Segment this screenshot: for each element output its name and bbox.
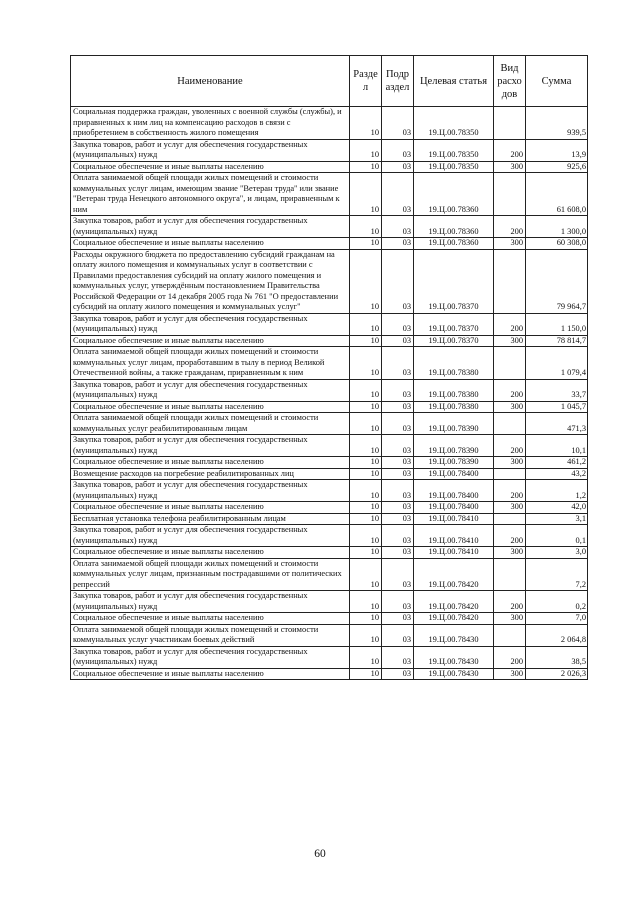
row-name: Оплата занимаемой общей площади жилых помещений и стоимости коммунальных услуг лицам, имеющим звание "Ветеран труда" или звание "Ветеран труда Ненецкого автономного округа", и лицам, приравненным к ним (71, 173, 350, 216)
row-name: Закупка товаров, работ и услуг для обеспечения государственных (муниципальных) нужд (71, 216, 350, 238)
row-name: Социальное обеспечение и иные выплаты населению (71, 161, 350, 173)
row-target-article: 19.Ц.00.78380 (414, 401, 494, 413)
row-target-article: 19.Ц.00.78360 (414, 216, 494, 238)
row-target-article: 19.Ц.00.78430 (414, 668, 494, 680)
row-section: 10 (350, 107, 382, 140)
row-amount: 43,2 (526, 468, 588, 480)
row-amount: 1,2 (526, 480, 588, 502)
row-subsection: 03 (382, 502, 414, 514)
table-row (71, 313, 588, 335)
table-row (71, 161, 588, 173)
header-name: Наименование (71, 56, 350, 107)
row-target-article: 19.Ц.00.78430 (414, 646, 494, 668)
row-subsection: 03 (382, 139, 414, 161)
row-target-article: 19.Ц.00.78430 (414, 624, 494, 646)
row-section: 10 (350, 161, 382, 173)
row-amount: 939,5 (526, 107, 588, 140)
table-row (71, 216, 588, 238)
row-subsection: 03 (382, 547, 414, 559)
header-section: Разде л (350, 56, 382, 107)
row-name: Закупка товаров, работ и услуг для обеспечения государственных (муниципальных) нужд (71, 379, 350, 401)
row-name: Оплата занимаемой общей площади жилых помещений и стоимости коммунальных услуг реабилитированным лицам (71, 413, 350, 435)
table-row (71, 435, 588, 457)
row-target-article: 19.Ц.00.78380 (414, 379, 494, 401)
row-amount: 78 814,7 (526, 335, 588, 347)
row-amount: 79 964,7 (526, 249, 588, 313)
row-target-article: 19.Ц.00.78410 (414, 525, 494, 547)
row-section: 10 (350, 347, 382, 380)
row-section: 10 (350, 502, 382, 514)
table-row (71, 525, 588, 547)
row-section: 10 (350, 624, 382, 646)
row-target-article: 19.Ц.00.78420 (414, 613, 494, 625)
row-section: 10 (350, 668, 382, 680)
row-section: 10 (350, 435, 382, 457)
row-name: Расходы окружного бюджета по предоставлению субсидий гражданам на оплату жилого помещения и коммунальных услуг в соответствии с Правилами предоставления субсидий на оплату жилого помещения и коммунальных услуг, утверждённым постановлением Правительства Российской Федерации от 14 декабря 2005 года № 761 "О предоставлении субсидий на оплату жилого помещения и коммунальных услуг" (71, 249, 350, 313)
row-target-article: 19.Ц.00.78370 (414, 335, 494, 347)
row-expense-type: 300 (494, 668, 526, 680)
row-subsection: 03 (382, 435, 414, 457)
row-amount: 61 608,0 (526, 173, 588, 216)
row-subsection: 03 (382, 558, 414, 591)
row-section: 10 (350, 513, 382, 525)
row-subsection: 03 (382, 646, 414, 668)
row-expense-type: 200 (494, 591, 526, 613)
row-expense-type: 200 (494, 525, 526, 547)
row-amount: 3,0 (526, 547, 588, 559)
row-expense-type: 300 (494, 161, 526, 173)
row-subsection: 03 (382, 613, 414, 625)
row-name: Социальное обеспечение и иные выплаты населению (71, 502, 350, 514)
row-section: 10 (350, 379, 382, 401)
row-expense-type (494, 413, 526, 435)
row-target-article: 19.Ц.00.78370 (414, 313, 494, 335)
row-target-article: 19.Ц.00.78370 (414, 249, 494, 313)
row-subsection: 03 (382, 161, 414, 173)
row-expense-type (494, 107, 526, 140)
row-section: 10 (350, 249, 382, 313)
table-row (71, 347, 588, 380)
row-subsection: 03 (382, 480, 414, 502)
row-subsection: 03 (382, 468, 414, 480)
row-name: Социальная поддержка граждан, уволенных с военной службы (службы), и приравненных к ним лиц на компенсацию расходов в связи с приобретением в собственность жилого помещения (71, 107, 350, 140)
row-subsection: 03 (382, 107, 414, 140)
row-amount: 925,6 (526, 161, 588, 173)
row-subsection: 03 (382, 624, 414, 646)
row-name: Закупка товаров, работ и услуг для обеспечения государственных (муниципальных) нужд (71, 525, 350, 547)
row-subsection: 03 (382, 313, 414, 335)
row-amount: 2 064,8 (526, 624, 588, 646)
row-name: Социальное обеспечение и иные выплаты населению (71, 401, 350, 413)
row-target-article: 19.Ц.00.78410 (414, 547, 494, 559)
row-expense-type: 200 (494, 480, 526, 502)
row-expense-type (494, 558, 526, 591)
row-amount: 0,2 (526, 591, 588, 613)
row-amount: 33,7 (526, 379, 588, 401)
row-expense-type: 300 (494, 457, 526, 469)
row-section: 10 (350, 401, 382, 413)
row-expense-type: 300 (494, 613, 526, 625)
row-section: 10 (350, 413, 382, 435)
table-row (71, 173, 588, 216)
row-name: Бесплатная установка телефона реабилитированным лицам (71, 513, 350, 525)
row-target-article: 19.Ц.00.78420 (414, 558, 494, 591)
row-amount: 7,2 (526, 558, 588, 591)
table-row (71, 591, 588, 613)
row-amount: 7,0 (526, 613, 588, 625)
row-subsection: 03 (382, 216, 414, 238)
row-section: 10 (350, 646, 382, 668)
row-target-article: 19.Ц.00.78360 (414, 238, 494, 250)
row-name: Оплата занимаемой общей площади жилых помещений и стоимости коммунальных услуг участникам боевых действий (71, 624, 350, 646)
row-amount: 471,3 (526, 413, 588, 435)
row-subsection: 03 (382, 413, 414, 435)
table-row (71, 502, 588, 514)
row-section: 10 (350, 525, 382, 547)
row-subsection: 03 (382, 401, 414, 413)
table-row (71, 457, 588, 469)
row-section: 10 (350, 313, 382, 335)
row-subsection: 03 (382, 591, 414, 613)
row-amount: 13,9 (526, 139, 588, 161)
row-amount: 60 308,0 (526, 238, 588, 250)
table-row (71, 624, 588, 646)
row-amount: 0,1 (526, 525, 588, 547)
row-amount: 1 150,0 (526, 313, 588, 335)
row-subsection: 03 (382, 335, 414, 347)
budget-table-sheet (70, 55, 587, 680)
page-number: 60 (314, 848, 326, 860)
row-name: Социальное обеспечение и иные выплаты населению (71, 457, 350, 469)
table-header-row (71, 56, 588, 107)
row-subsection: 03 (382, 238, 414, 250)
row-expense-type (494, 347, 526, 380)
row-expense-type: 300 (494, 335, 526, 347)
row-section: 10 (350, 480, 382, 502)
row-name: Закупка товаров, работ и услуг для обеспечения государственных (муниципальных) нужд (71, 646, 350, 668)
row-amount: 1 079,4 (526, 347, 588, 380)
table-row (71, 107, 588, 140)
row-name: Оплата занимаемой общей площади жилых помещений и стоимости коммунальных услуг лицам, проработавшим в тылу в период Великой Отечественной войны, а также гражданам, приравненным к ним (71, 347, 350, 380)
row-amount: 461,2 (526, 457, 588, 469)
table-row (71, 379, 588, 401)
row-expense-type: 200 (494, 379, 526, 401)
row-subsection: 03 (382, 525, 414, 547)
row-target-article: 19.Ц.00.78410 (414, 513, 494, 525)
table-row (71, 668, 588, 680)
row-name: Закупка товаров, работ и услуг для обеспечения государственных (муниципальных) нужд (71, 313, 350, 335)
budget-table (70, 55, 588, 680)
row-expense-type (494, 513, 526, 525)
row-target-article: 19.Ц.00.78400 (414, 468, 494, 480)
header-amount: Сумма (526, 56, 588, 107)
table-row (71, 413, 588, 435)
table-row (71, 513, 588, 525)
row-target-article: 19.Ц.00.78350 (414, 107, 494, 140)
row-section: 10 (350, 591, 382, 613)
row-subsection: 03 (382, 513, 414, 525)
table-row (71, 558, 588, 591)
row-section: 10 (350, 216, 382, 238)
row-amount: 42,0 (526, 502, 588, 514)
row-section: 10 (350, 558, 382, 591)
row-name: Социальное обеспечение и иные выплаты населению (71, 613, 350, 625)
row-target-article: 19.Ц.00.78390 (414, 435, 494, 457)
row-section: 10 (350, 238, 382, 250)
row-target-article: 19.Ц.00.78400 (414, 502, 494, 514)
table-row (71, 646, 588, 668)
table-body (71, 107, 588, 680)
row-name: Социальное обеспечение и иные выплаты населению (71, 335, 350, 347)
row-expense-type: 200 (494, 216, 526, 238)
row-expense-type (494, 624, 526, 646)
row-target-article: 19.Ц.00.78360 (414, 173, 494, 216)
row-name: Оплата занимаемой общей площади жилых помещений и стоимости коммунальных услуг лицам, признанным пострадавшими от политических репрессий (71, 558, 350, 591)
row-target-article: 19.Ц.00.78380 (414, 347, 494, 380)
row-section: 10 (350, 335, 382, 347)
table-row (71, 401, 588, 413)
table-row (71, 468, 588, 480)
row-subsection: 03 (382, 173, 414, 216)
row-amount: 38,5 (526, 646, 588, 668)
table-row (71, 335, 588, 347)
table-row (71, 547, 588, 559)
row-name: Социальное обеспечение и иные выплаты населению (71, 547, 350, 559)
row-expense-type: 200 (494, 435, 526, 457)
row-expense-type: 300 (494, 502, 526, 514)
row-section: 10 (350, 468, 382, 480)
row-expense-type (494, 468, 526, 480)
row-amount: 3,1 (526, 513, 588, 525)
row-expense-type: 300 (494, 401, 526, 413)
row-subsection: 03 (382, 249, 414, 313)
row-amount: 1 045,7 (526, 401, 588, 413)
row-target-article: 19.Ц.00.78350 (414, 139, 494, 161)
table-row (71, 480, 588, 502)
row-section: 10 (350, 613, 382, 625)
row-target-article: 19.Ц.00.78350 (414, 161, 494, 173)
table-row (71, 238, 588, 250)
row-expense-type: 300 (494, 238, 526, 250)
row-expense-type: 200 (494, 139, 526, 161)
row-name: Возмещение расходов на погребение реабилитированных лиц (71, 468, 350, 480)
row-amount: 10,1 (526, 435, 588, 457)
table-row (71, 139, 588, 161)
row-target-article: 19.Ц.00.78390 (414, 413, 494, 435)
row-target-article: 19.Ц.00.78390 (414, 457, 494, 469)
row-target-article: 19.Ц.00.78400 (414, 480, 494, 502)
row-name: Закупка товаров, работ и услуг для обеспечения государственных (муниципальных) нужд (71, 591, 350, 613)
row-name: Социальное обеспечение и иные выплаты населению (71, 238, 350, 250)
row-section: 10 (350, 139, 382, 161)
header-expense-type: Вид расхо дов (494, 56, 526, 107)
row-expense-type (494, 249, 526, 313)
row-subsection: 03 (382, 457, 414, 469)
row-expense-type: 300 (494, 547, 526, 559)
table-row (71, 249, 588, 313)
table-row (71, 613, 588, 625)
row-section: 10 (350, 547, 382, 559)
row-expense-type: 200 (494, 313, 526, 335)
header-target-article: Целевая статья (414, 56, 494, 107)
row-target-article: 19.Ц.00.78420 (414, 591, 494, 613)
row-expense-type: 200 (494, 646, 526, 668)
row-subsection: 03 (382, 379, 414, 401)
row-section: 10 (350, 457, 382, 469)
row-subsection: 03 (382, 668, 414, 680)
row-name: Закупка товаров, работ и услуг для обеспечения государственных (муниципальных) нужд (71, 139, 350, 161)
row-subsection: 03 (382, 347, 414, 380)
row-expense-type (494, 173, 526, 216)
row-name: Социальное обеспечение и иные выплаты населению (71, 668, 350, 680)
row-amount: 1 300,0 (526, 216, 588, 238)
header-subsection: Подр аздел (382, 56, 414, 107)
row-name: Закупка товаров, работ и услуг для обеспечения государственных (муниципальных) нужд (71, 435, 350, 457)
row-section: 10 (350, 173, 382, 216)
row-name: Закупка товаров, работ и услуг для обеспечения государственных (муниципальных) нужд (71, 480, 350, 502)
row-amount: 2 026,3 (526, 668, 588, 680)
